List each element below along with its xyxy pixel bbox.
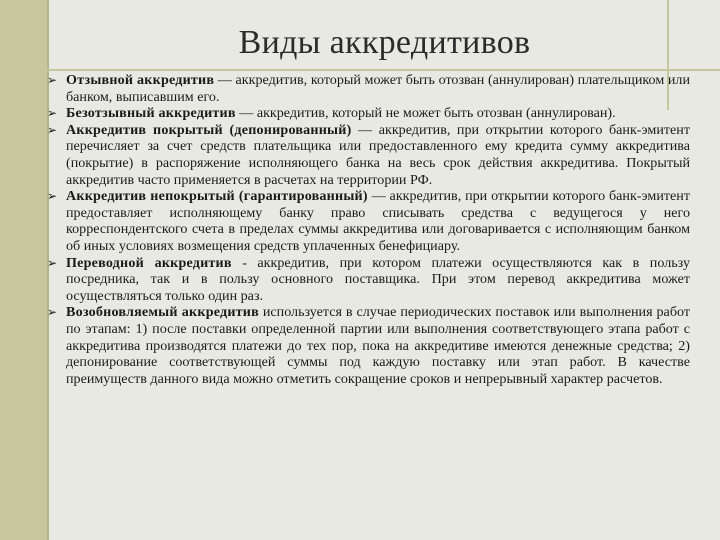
left-decor-bar <box>0 0 47 540</box>
arrow-bullet-icon: ➢ <box>47 122 58 137</box>
item-term: Безотзывный аккредитив <box>66 105 236 122</box>
item-term: Аккредитив покрытый (депонированный) <box>66 121 352 138</box>
item-term: Переводной аккредитив <box>66 254 232 271</box>
arrow-bullet-icon: ➢ <box>47 255 58 270</box>
item-term: Аккредитив непокрытый (гарантированный) <box>66 188 368 205</box>
list-item <box>47 255 690 305</box>
arrow-bullet-icon: ➢ <box>47 189 58 204</box>
item-text: — аккредитив, при открытии которого банк-эмитент предоставляет исполняющему банку право списывать средства с ведущегося у него корреспондентского счета в пределах суммы аккредитива или договаривается с исполняющим банком об иных условиях возмещения средств уплаченных бенефициару. <box>66 188 691 254</box>
item-text: — аккредитив, который не может быть отозван (аннулирован). <box>235 105 616 122</box>
list-item <box>47 72 690 105</box>
title-divider-line <box>0 69 720 71</box>
list-item <box>47 304 690 387</box>
item-text: используется в случае периодических поставок или выполнения работ по этапам: 1) после поставки определенной партии или выполнения соответствующего этапа работ с аккредитива производятся платежи до тех пор, пока на аккредитиве имеются денежные средства; 2) депонирование соответствующей суммы под каждую поставку или этап работ. В качестве преимуществ данного вида можно отметить сокращение сроков и непрерывный характер расчетов. <box>66 304 691 387</box>
item-term: Возобновляемый аккредитив <box>66 304 259 321</box>
list-item <box>47 105 690 122</box>
item-text: - аккредитив, при котором платежи осуществляются как в пользу посредника, так и в пользу основного поставщика. При этом перевод аккредитива может осуществляться только один раз. <box>66 254 690 304</box>
slide-title: Виды аккредитивов <box>238 24 531 61</box>
list-item <box>47 122 690 188</box>
bullet-list <box>47 72 690 387</box>
item-text: — аккредитив, который может быть отозван (аннулирован) плательщиком или банком, выписавшим его. <box>66 72 690 105</box>
arrow-bullet-icon: ➢ <box>47 73 58 87</box>
item-text: — аккредитив, при открытии которого банк-эмитент перечисляет за счет средств плательщика или предоставленного ему кредита сумму аккредитива (покрытие) в распоряжение исполняющего банка на весь срок действия аккредитива. Покрытый аккредитив часто применяется в расчетах на территории РФ. <box>66 121 690 188</box>
list-item <box>47 188 690 254</box>
arrow-bullet-icon: ➢ <box>47 106 58 121</box>
item-term: Отзывной аккредитив <box>66 72 215 88</box>
arrow-bullet-icon: ➢ <box>47 305 58 320</box>
